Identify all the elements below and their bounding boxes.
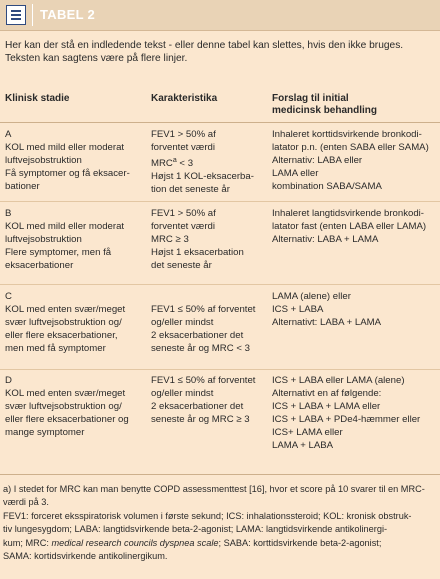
table-icon [6, 5, 26, 25]
table-header-bar [0, 0, 440, 31]
row-a-karakteristika: FEV1 > 50% af forventet værdi $MRC^a < 3$ Højst 1 KOL-eksacerba- tion det seneste år [151, 129, 254, 196]
column-header-stadie: Klinisk stadie [5, 93, 70, 104]
intro-text: Her kan der stå en indledende tekst - eller denne tabel kan slettes, hvis den ikke bruges. Teksten kan sagtens være på flere linjer. [5, 40, 404, 64]
column-header-forslag: Forslag til initial medicinsk behandling [272, 93, 378, 116]
row-c-stadie: C KOL med enten svær/meget svær luftvejsobstruktion og/ eller flere eksacerbationer, men med få symptomer [5, 291, 126, 354]
table-bottom-rule [0, 474, 440, 475]
row-c-behandling: LAMA (alene) eller ICS + LABA Alternativt: LABA + LAMA [272, 291, 382, 328]
row-b-behandling: Inhaleret langtidsvirkende bronkodi- latator fast (enten LABA eller LAMA) Alternativ: LABA + LAMA [272, 208, 427, 245]
column-header-karakteristika: Karakteristika [151, 93, 218, 104]
abbreviation-line: SAMA: kortidsvirkende antikolinergikum. [3, 551, 168, 562]
abbreviation-line: FEV1: forceret eksspiratorisk volumen i første sekund; ICS: inhalationssteroid; KOL: kronisk obstruk- [3, 510, 412, 521]
abbreviation-line: tiv lungesygdom; LABA: langtidsvirkende beta-2-agonist; LAMA: langtidsvirkende antikolinergi- [3, 524, 388, 535]
row-divider [0, 284, 440, 285]
abbreviation-line: kum; MRC: medical research councils dyspnea scale; SABA: korttidsvirkende beta-2-agonist; [3, 537, 382, 548]
table-title: TABEL 2 [40, 7, 96, 22]
row-a-behandling: Inhaleret korttidsvirkende bronkodi- latator p.n. (enten SABA eller SAMA) Alternativ: LABA eller LAMA eller kombination SABA/SAMA [272, 129, 429, 192]
footnotes [3, 483, 437, 563]
header-rule [0, 122, 440, 123]
footnote-a: a) I stedet for MRC kan man benytte COPD assessmenttest [16], hvor et score på 10 svarer til en MRC-værdi på 3. [3, 484, 425, 508]
row-d-stadie: D KOL med enten svær/meget svær luftvejsobstruktion og/ eller flere eksacerbationer og mange symptomer [5, 375, 129, 438]
header-divider [32, 4, 33, 26]
row-b-stadie: B KOL med mild eller moderat luftvejsobstruktion Flere symptomer, men få eksacerbationer [5, 208, 125, 271]
row-a-stadie: A KOL med mild eller moderat luftvejsobstruktion Få symptomer og få eksacer- bationer [5, 129, 130, 192]
row-d-karakteristika: FEV1 ≤ 50% af forventet og/eller mindst 2 eksacerbationer det seneste år og MRC ≥ 3 [151, 375, 256, 425]
row-b-karakteristika: FEV1 > 50% af forventet værdi MRC ≥ 3 Højst 1 eksacerbation det seneste år [151, 208, 244, 271]
row-divider [0, 369, 440, 370]
row-c-karakteristika: FEV1 ≤ 50% af forventet og/eller mindst 2 eksacerbationer det seneste år og MRC < 3 [151, 304, 256, 354]
row-divider [0, 201, 440, 202]
row-d-behandling: ICS + LABA eller LAMA (alene) Alternativt en af følgende: ICS + LABA + LAMA eller ICS + LABA + PDe4-hæmmer eller ICS+ LAMA eller LAMA + LABA [272, 375, 421, 451]
